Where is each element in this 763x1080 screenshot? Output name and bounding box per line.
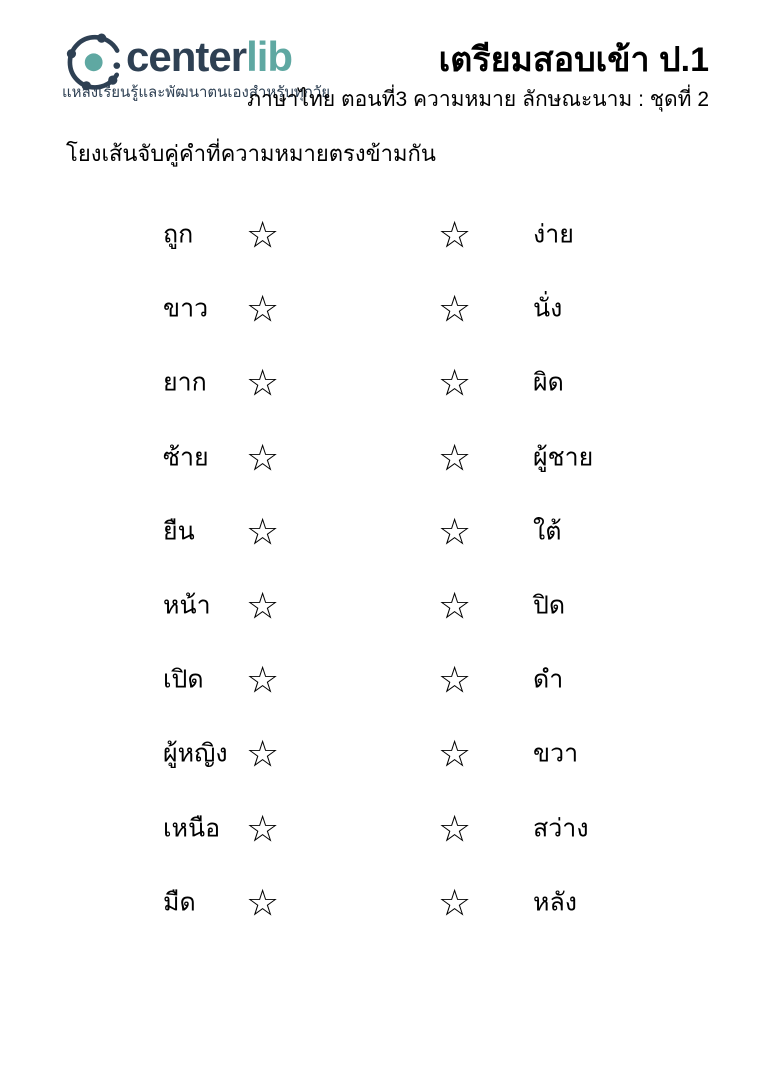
match-row <box>0 198 763 272</box>
star-icon-left: ☆ <box>246 658 280 702</box>
wordmark-center: center <box>126 33 247 80</box>
match-row <box>0 717 763 791</box>
star-icon-left: ☆ <box>246 361 280 405</box>
left-word: ยืน <box>163 517 195 546</box>
star-icon-left: ☆ <box>246 732 280 776</box>
star-icon-right: ☆ <box>438 510 472 554</box>
left-word: เหนือ <box>163 813 221 842</box>
brand-tagline: แหล่งเรียนรู้และพัฒนาตนเองสำหรับทุกวัย <box>62 84 331 101</box>
right-word: หลัง <box>533 888 578 917</box>
star-icon-left: ☆ <box>246 510 280 554</box>
star-icon-right: ☆ <box>438 436 472 480</box>
star-icon-left: ☆ <box>246 213 280 257</box>
left-word: ถูก <box>163 220 194 249</box>
left-word: ซ้าย <box>163 442 209 471</box>
right-word: ดำ <box>533 665 564 694</box>
match-row <box>0 346 763 420</box>
right-word: ปิด <box>533 591 566 620</box>
star-icon-right: ☆ <box>438 213 472 257</box>
left-word: ผู้หญิง <box>163 739 228 768</box>
star-icon-right: ☆ <box>438 361 472 405</box>
star-icon-left: ☆ <box>246 287 280 331</box>
wordmark-lib: lib <box>246 33 293 80</box>
left-word: ขาว <box>163 294 209 323</box>
right-word: สว่าง <box>533 813 589 842</box>
match-row <box>0 272 763 346</box>
match-row <box>0 569 763 643</box>
right-word: ขวา <box>533 739 579 768</box>
star-icon-left: ☆ <box>246 807 280 851</box>
left-word: เปิด <box>163 665 204 694</box>
right-word: ผิด <box>533 368 564 397</box>
star-icon-right: ☆ <box>438 658 472 702</box>
left-word: หน้า <box>163 591 211 620</box>
match-row <box>0 792 763 866</box>
star-icon-left: ☆ <box>246 881 280 925</box>
left-word: มืด <box>163 888 196 917</box>
star-icon-right: ☆ <box>438 287 472 331</box>
match-row <box>0 643 763 717</box>
star-icon-right: ☆ <box>438 807 472 851</box>
star-icon-right: ☆ <box>438 584 472 628</box>
match-row <box>0 866 763 940</box>
worksheet-instruction: โยงเส้นจับคู่คำที่ความหมายตรงข้ามกัน <box>66 141 436 166</box>
right-word: ง่าย <box>533 220 574 249</box>
star-icon-right: ☆ <box>438 732 472 776</box>
right-word: นั่ง <box>533 294 563 323</box>
star-icon-right: ☆ <box>438 881 472 925</box>
match-row <box>0 495 763 569</box>
right-word: ผู้ชาย <box>533 442 594 471</box>
page-subtitle: ภาษาไทย ตอนที่3 ความหมาย ลักษณะนาม : ชุดที่ 2 <box>247 87 709 111</box>
page-title: เตรียมสอบเข้า ป.1 <box>438 41 709 79</box>
star-icon-left: ☆ <box>246 436 280 480</box>
match-row <box>0 421 763 495</box>
left-word: ยาก <box>163 368 207 397</box>
right-word: ใต้ <box>533 517 562 546</box>
star-icon-left: ☆ <box>246 584 280 628</box>
